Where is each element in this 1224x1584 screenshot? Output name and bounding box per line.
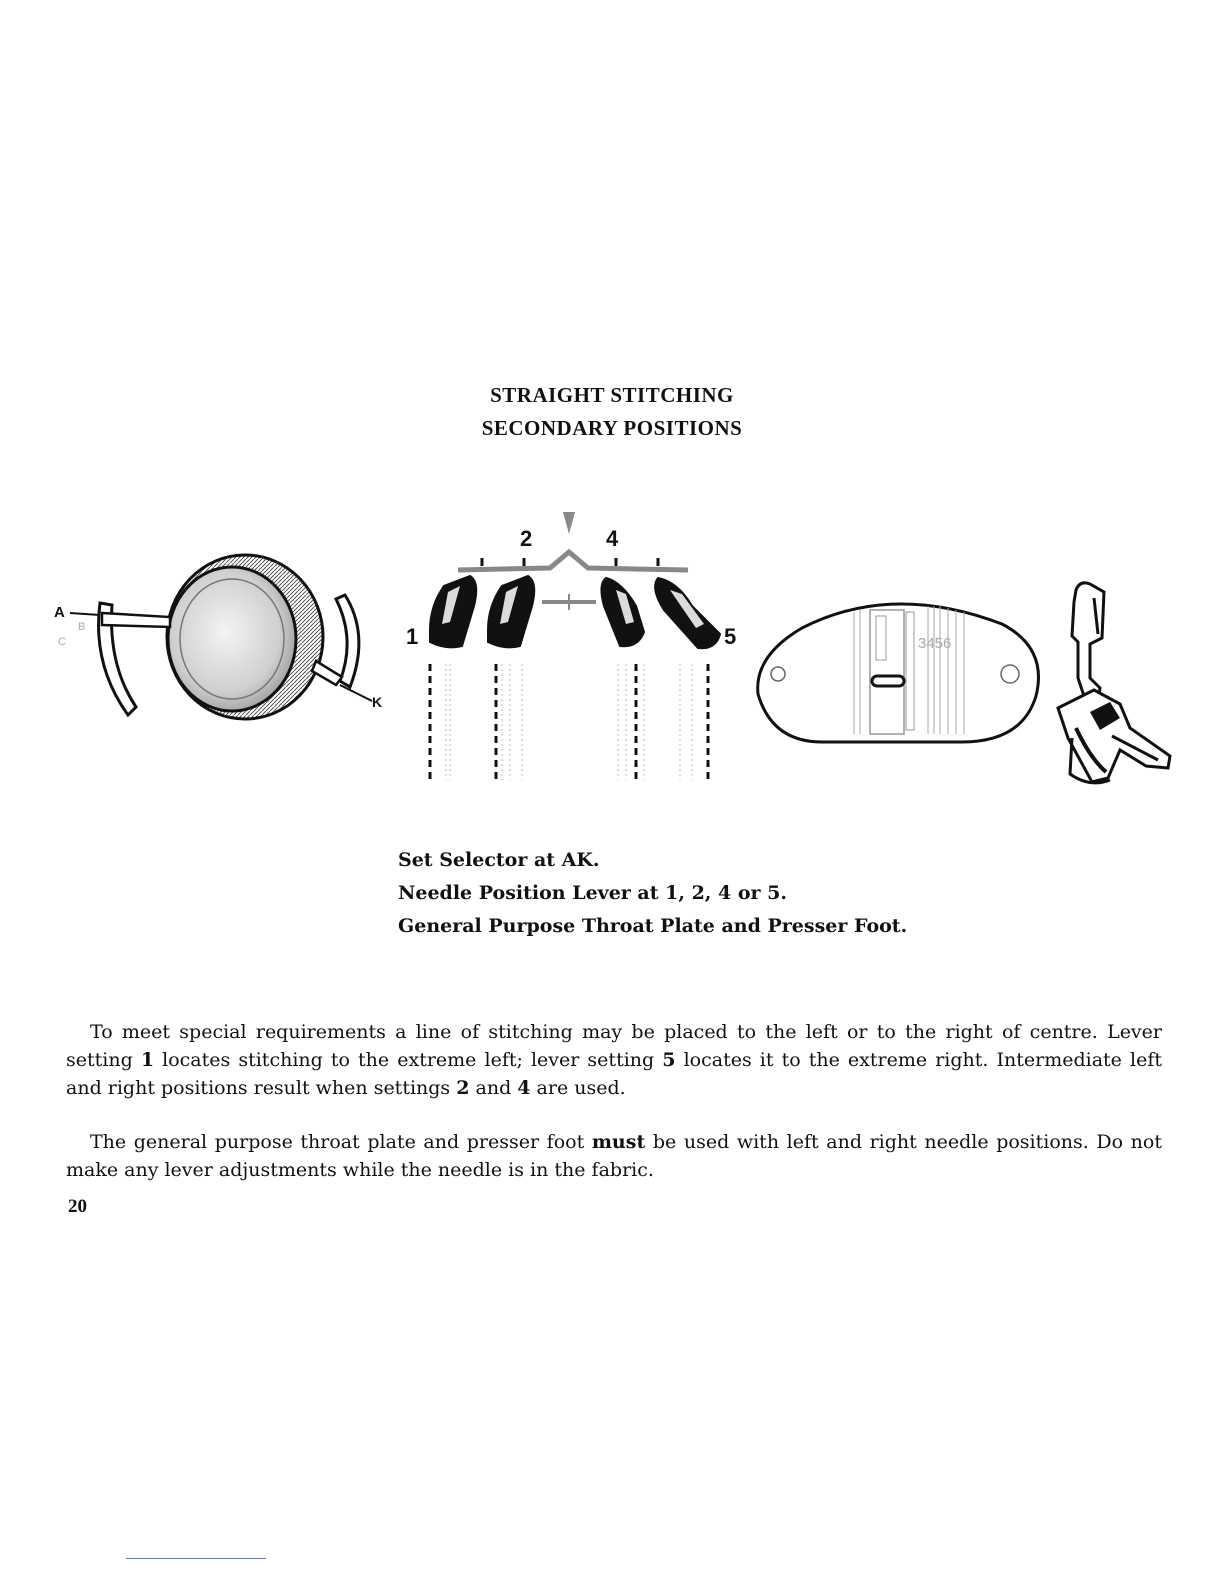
lever-label-4: 4	[606, 526, 619, 551]
setting-2: 2	[456, 1077, 470, 1099]
lever-label-1: 1	[406, 624, 419, 649]
label-k: K	[372, 694, 383, 710]
throat-plate-illustration	[752, 596, 1048, 746]
emphasis-must: must	[591, 1131, 646, 1153]
label-a: A	[54, 604, 65, 621]
presser-foot-illustration	[1050, 578, 1180, 788]
body-text: locates stitching to the extreme left; lever setting	[154, 1049, 663, 1071]
lever-label-5: 5	[724, 624, 737, 649]
instruction-throat-plate: General Purpose Throat Plate and Presser Foot.	[398, 915, 908, 937]
body-text: and	[469, 1077, 518, 1099]
body-text: are used.	[530, 1077, 626, 1099]
section-subtitle: SECONDARY POSITIONS	[481, 416, 743, 440]
instruction-selector: Set Selector at AK.	[398, 849, 600, 871]
footer-divider	[126, 1558, 266, 1559]
label-c: C	[58, 636, 66, 648]
setting-5: 5	[662, 1049, 676, 1071]
body-text: The general purpose throat plate and presser foot	[90, 1131, 592, 1153]
body-text: To meet special requirements a line of stitching may be placed to the left or to the right of centre. Lever setting	[66, 1021, 1162, 1071]
setting-4: 4	[517, 1077, 531, 1099]
page-number: 20	[68, 1196, 87, 1217]
body-text: be used with left and right needle positions. Do not make any lever adjustments while the needle is in the fabric.	[66, 1131, 1162, 1181]
stitch-selector-illustration	[50, 535, 390, 725]
setting-1: 1	[140, 1049, 155, 1071]
plate-number: 3456	[918, 635, 952, 652]
needle-position-lever-illustration	[400, 510, 745, 785]
section-title: STRAIGHT STITCHING	[490, 383, 734, 407]
label-b: B	[78, 621, 86, 633]
instruction-needle-position: Needle Position Lever at 1, 2, 4 or 5.	[398, 882, 787, 904]
body-text: locates it to the extreme right. Intermediate left and right positions result when settings	[66, 1049, 1162, 1099]
lever-label-2: 2	[520, 526, 533, 551]
body-paragraph	[66, 1128, 1162, 1184]
body-paragraph	[66, 1018, 1162, 1102]
